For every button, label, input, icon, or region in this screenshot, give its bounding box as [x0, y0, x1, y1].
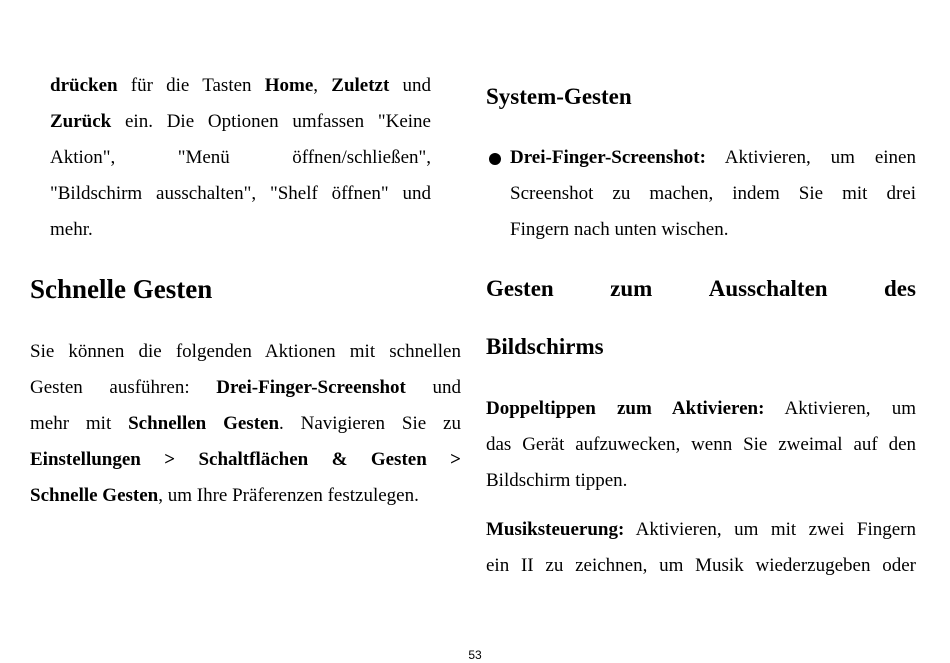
text-segment: öffnen/schließen", [292, 147, 431, 168]
text-line [30, 442, 461, 478]
bold-text: Drei-Finger-Screenshot [216, 377, 406, 398]
text-segment: ein II zu zeichnen, um Musik wiederzugeben oder [486, 555, 916, 576]
heading-word: Ausschalten [708, 276, 828, 301]
page-number: 53 [468, 648, 482, 662]
text-segment: , um Ihre Präferenzen festzulegen. [158, 485, 419, 506]
text-segment: . Navigieren Sie zu [279, 413, 461, 434]
text-line [30, 370, 461, 406]
text-segment: und [389, 75, 431, 96]
bold-text: Home [264, 75, 314, 96]
text-line [486, 512, 916, 548]
bold-text: Schnelle Gesten [30, 485, 159, 506]
section-heading-schnelle-gesten: Schnelle Gesten [30, 274, 213, 304]
section-heading-ausschalten-line2: Bildschirms [486, 334, 604, 359]
text-line [50, 104, 431, 140]
text-line [50, 68, 431, 104]
bold-text: Schnellen Gesten [128, 413, 280, 434]
text-line [510, 140, 916, 176]
bold-text: drücken [50, 75, 118, 96]
text-segment: Screenshot zu machen, indem Sie mit drei [510, 183, 916, 204]
text-segment: Fingern nach unten wischen. [510, 219, 729, 240]
text-segment: das Gerät aufzuwecken, wenn Sie zweimal auf den [486, 434, 916, 455]
text-segment: Aktivieren, um einen [705, 147, 916, 168]
bold-text: Einstellungen > Schaltflächen & Gesten > [30, 449, 461, 470]
text-segment: ein. Die Optionen umfassen "Keine [111, 111, 431, 132]
intro-paragraph [50, 68, 431, 248]
text-line [486, 427, 916, 463]
text-segment: Aktion", [50, 147, 116, 168]
text-line [50, 212, 431, 248]
text-line [486, 463, 916, 499]
bold-text: Drei-Finger-Screenshot: [510, 147, 706, 168]
text-line [486, 391, 916, 427]
text-segment: Aktivieren, um mit zwei Fingern [624, 519, 916, 540]
text-segment: , [313, 75, 332, 96]
text-segment: für die Tasten [117, 75, 265, 96]
heading-word: zum [610, 276, 653, 301]
section-heading-ausschalten [486, 276, 916, 302]
text-line [30, 478, 461, 514]
bullet-icon [489, 153, 501, 165]
text-segment: Aktivieren, um [764, 398, 916, 419]
text-line [510, 212, 916, 248]
bold-text: Zuletzt [331, 75, 390, 96]
text-line [30, 406, 461, 442]
bold-text: Doppeltippen zum Aktivieren: [486, 398, 765, 419]
doppeltippen-paragraph [486, 391, 916, 499]
text-segment: Sie können die folgenden Aktionen mit schnellen [30, 341, 461, 362]
text-line [486, 548, 916, 584]
section-heading-system-gesten: System-Gesten [486, 84, 632, 109]
text-segment: und [405, 377, 461, 398]
text-segment: "Bildschirm ausschalten", "Shelf öffnen" und [50, 183, 431, 204]
text-line [30, 334, 461, 370]
text-line [510, 176, 916, 212]
text-segment: mehr mit [30, 413, 129, 434]
text-segment: "Menü [177, 147, 230, 168]
text-segment: mehr. [50, 219, 93, 240]
bold-text: Musiksteuerung: [486, 519, 625, 540]
schnelle-gesten-paragraph [30, 334, 461, 514]
text-line [50, 140, 431, 176]
heading-word: des [884, 276, 916, 301]
text-line [50, 176, 431, 212]
bold-text: Zurück [50, 111, 112, 132]
heading-word: Gesten [486, 276, 554, 301]
text-segment: Bildschirm tippen. [486, 470, 628, 491]
bullet-paragraph [510, 140, 916, 248]
text-segment: Gesten ausführen: [30, 377, 217, 398]
musiksteuerung-paragraph [486, 512, 916, 584]
